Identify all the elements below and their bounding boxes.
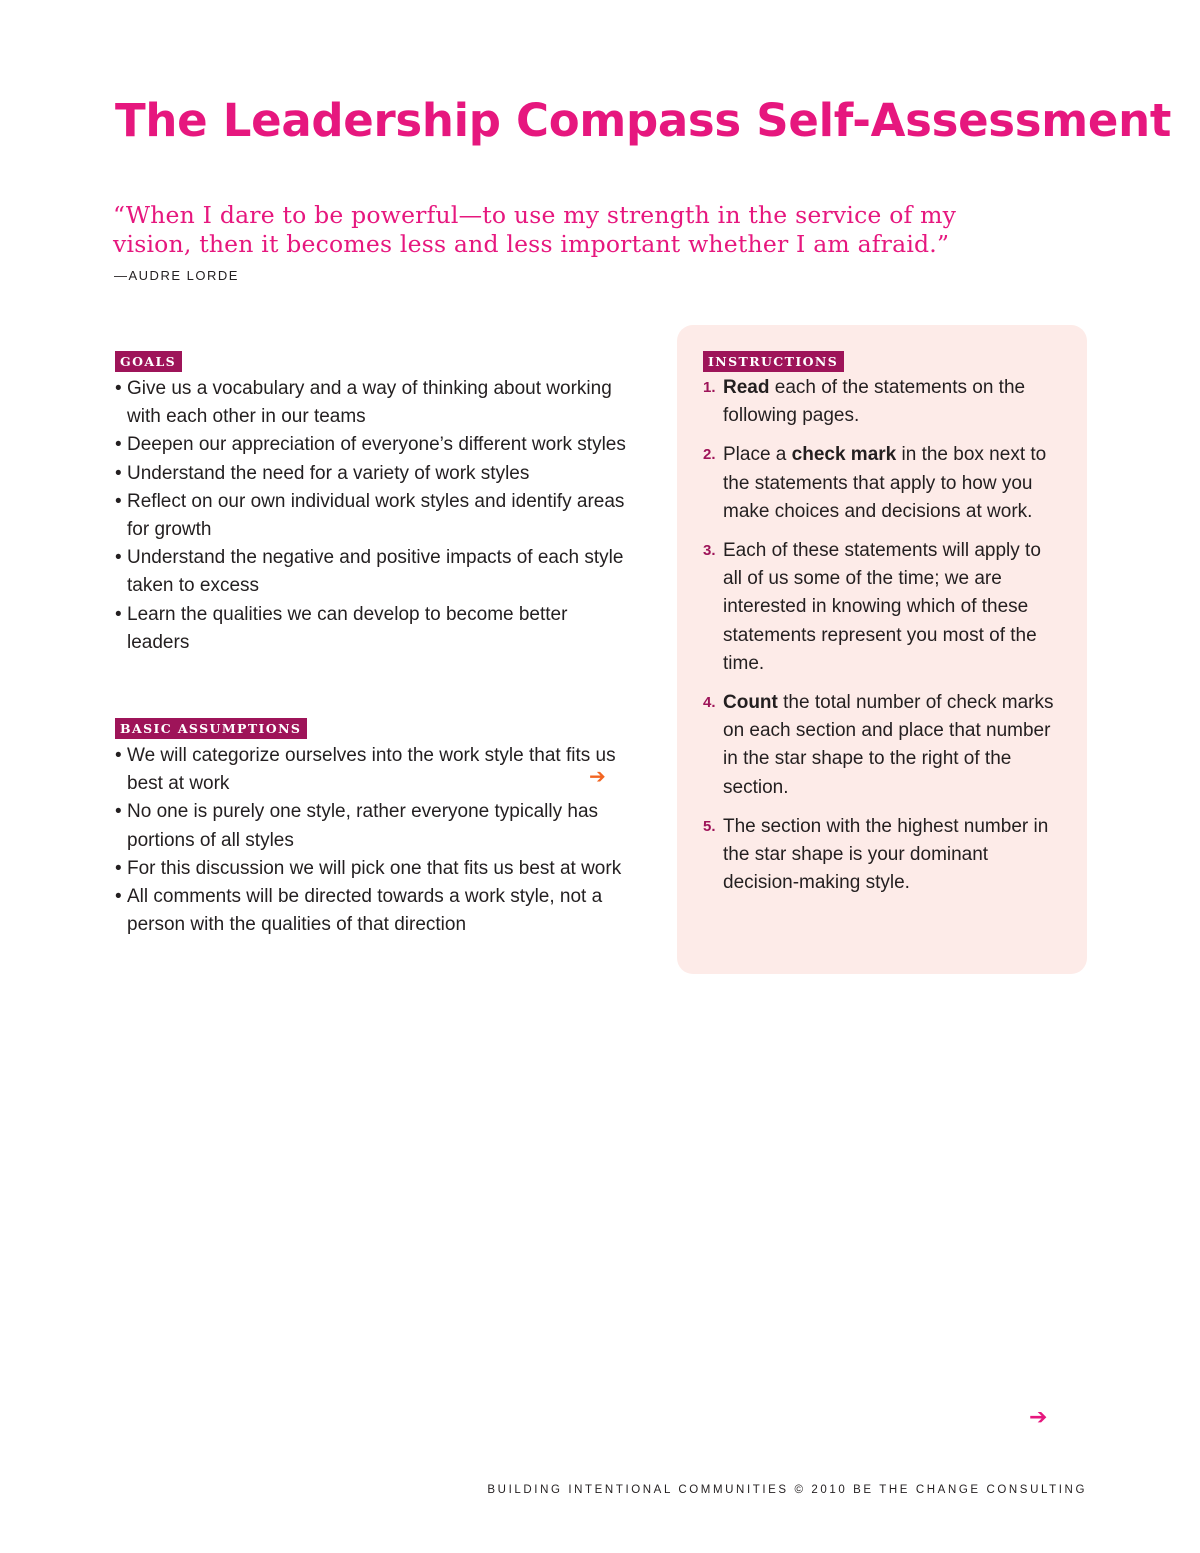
step-text: Place a <box>723 444 792 466</box>
list-item: • All comments will be directed towards a work style, not a person with the qualities of that direction <box>115 883 635 939</box>
instruction-step <box>703 689 1063 802</box>
step-number: 5. <box>703 817 716 835</box>
step-text: each of the statements on the following pages. <box>723 377 1026 427</box>
list-item: • Learn the qualities we can develop to become better leaders <box>115 601 635 657</box>
instructions-panel <box>677 325 1087 974</box>
goals-list <box>115 375 635 657</box>
instructions-list <box>703 374 1063 908</box>
step-number: 2. <box>703 446 716 464</box>
assumptions-heading: BASIC ASSUMPTIONS <box>115 718 307 739</box>
instruction-step <box>703 441 1063 526</box>
step-text: in the box next to the statements that apply to how you make choices and decisions at work. <box>723 444 1047 522</box>
goals-heading: GOALS <box>115 351 182 372</box>
quote-line-2: vision, then it becomes less and less important whether I am afraid.” <box>113 230 950 258</box>
instructions-heading: INSTRUCTIONS <box>703 351 844 372</box>
quote-attribution: —AUDRE LORDE <box>114 268 239 283</box>
list-item: • For this discussion we will pick one that fits us best at work <box>115 855 635 883</box>
list-item: • No one is purely one style, rather everyone typically has portions of all styles <box>115 798 635 854</box>
next-page-arrow-icon[interactable]: ➔ <box>1029 1404 1048 1429</box>
assumptions-list <box>115 742 635 939</box>
list-item: • Give us a vocabulary and a way of thinking about working with each other in our teams <box>115 375 635 431</box>
assumptions-section <box>115 718 635 939</box>
instruction-step <box>703 537 1063 678</box>
quote-line-1: “When I dare to be powerful—to use my strength in the service of my <box>113 201 957 229</box>
step-number: 4. <box>703 694 716 712</box>
step-number: 3. <box>703 542 716 560</box>
list-item: • Understand the need for a variety of work styles <box>115 460 635 488</box>
list-item: • Reflect on our own individual work styles and identify areas for growth <box>115 488 635 544</box>
list-item: • We will categorize ourselves into the work style that fits us best at work <box>115 742 635 798</box>
step-text: the total number of check marks on each section and place that number in the star shape to the right of the section. <box>723 692 1054 798</box>
instruction-step <box>703 813 1063 898</box>
step-number: 1. <box>703 379 716 396</box>
list-item: • Deepen our appreciation of everyone’s different work styles <box>115 431 635 459</box>
epigraph-quote <box>113 201 1103 259</box>
step-bold-text: Read <box>723 377 770 398</box>
step-bold-text: check mark <box>791 444 897 466</box>
page-footer: BUILDING INTENTIONAL COMMUNITIES © 2010 BE THE CHANGE CONSULTING <box>487 1484 1087 1496</box>
step-text: Each of these statements will apply to all of us some of the time; we are interested in knowing which of these statements represent you most of the time. <box>723 540 1041 674</box>
list-item: • Understand the negative and positive impacts of each style taken to excess <box>115 544 635 600</box>
goals-section <box>115 351 635 657</box>
instruction-step <box>703 374 1063 430</box>
page-title: The Leadership Compass Self-Assessment <box>115 94 1172 147</box>
step-bold-text: Count <box>723 692 778 714</box>
arrow-right-icon: ➔ <box>589 766 606 788</box>
step-text: The section with the highest number in the star shape is your dominant decision-making style. <box>723 815 1049 894</box>
